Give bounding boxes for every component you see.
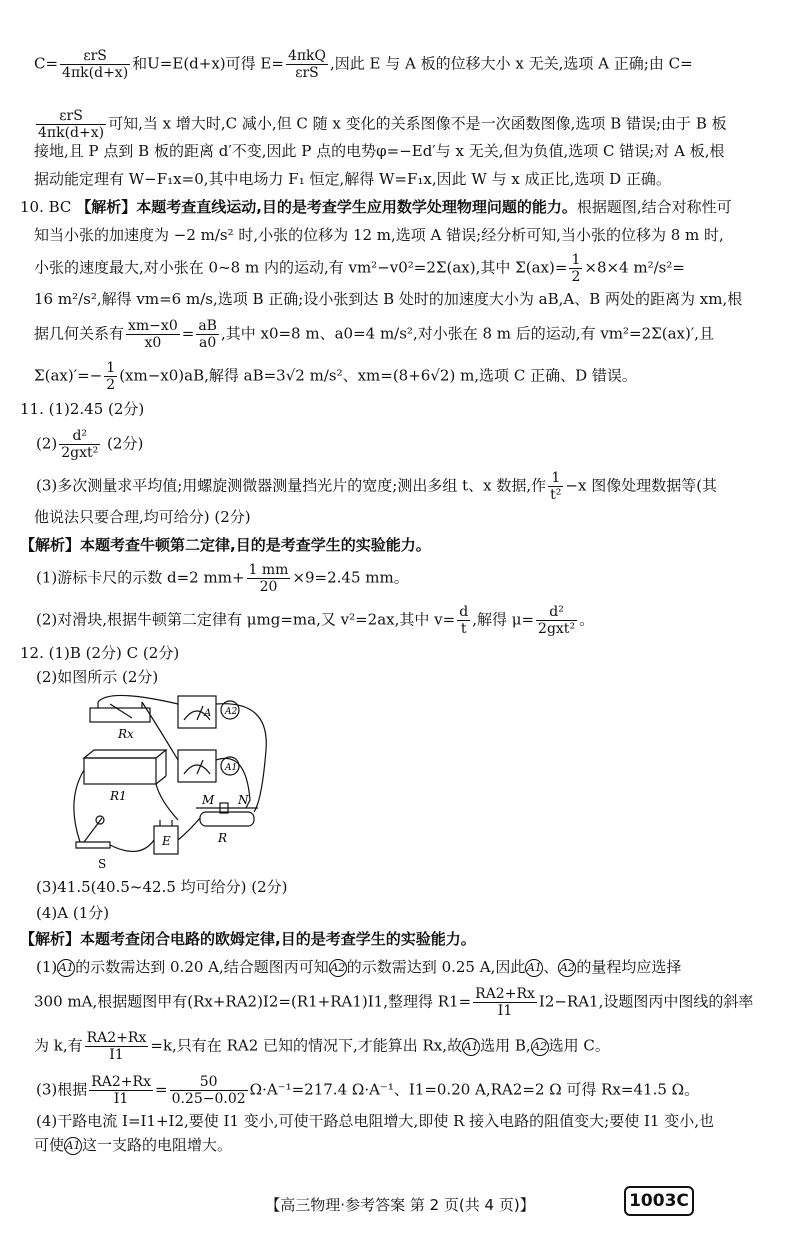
text-line: (3)41.5(40.5~42.5 均可给分) (2分) xyxy=(36,878,288,896)
label-rx: Rx xyxy=(118,727,134,741)
meter-a2-symbol: A2 xyxy=(329,959,347,977)
meter-a2-symbol: A2 xyxy=(531,1038,549,1056)
text-line: 300 mA,根据题图甲有(Rx+RA2)I2=(R1+RA1)I1,整理得 R1= $\frac{RA2+Rx}{I1}$ I2−RA1,设题图丙中图线的斜率 xyxy=(34,986,754,1019)
paper-code-badge: 1003C xyxy=(624,1186,694,1216)
analysis-heading: 【解析】本题考查牛顿第二定律,目的是考查学生的实验能力。 xyxy=(20,536,431,554)
text-line: (4)A (1分) xyxy=(36,904,110,922)
meter-a2-symbol: A2 xyxy=(558,959,576,977)
analysis-heading: 【解析】本题考查闭合电路的欧姆定律,目的是考查学生的实验能力。 xyxy=(20,930,476,948)
text-line: (1) A1 的示数需达到 0.20 A,结合题图丙可知 A2 的示数需达到 0.25 A,因此 A1 、 A2 的量程均应选择 xyxy=(36,958,682,976)
label-r: R xyxy=(218,831,228,845)
text-line: 他说法只要合理,均可给分) (2分) xyxy=(34,508,251,526)
switch-s xyxy=(76,842,110,848)
rheostat-r xyxy=(200,812,254,826)
question-11-header: 11. (1)2.45 (2分) xyxy=(20,400,145,418)
resistance-box-r1 xyxy=(84,758,156,784)
text-line: (2)对滑块,根据牛顿第二定律有 μmg=ma,又 v²=2ax,其中 v= $\frac{d}{t}$ ,解得 μ= $\frac{\text{d²}}{\text{2gxt²}}$ 。 xyxy=(36,604,595,637)
text-line: (4)干路电流 I=I1+I2,要使 I1 变小,可使干路总电阻增大,即使 R 接入电路的阻值变大;要使 I1 变小,也 xyxy=(36,1112,714,1130)
text-line: $\frac{\text{εrS}}{4\pi k(d+x)}$ 可知,当 x 增大时,C 减小,但 C 随 x 变化的关系图像不是一次函数图像,选项 B 错误;由于 B 板 xyxy=(38,108,727,141)
circuit-diagram xyxy=(70,690,280,872)
meter-a1-symbol: A1 xyxy=(57,959,75,977)
text-line: (2)如图所示 (2分) xyxy=(36,668,159,686)
label-a2: A2 xyxy=(225,707,238,717)
text-line: 知当小张的加速度为 −2 m/s² 时,小张的位移为 12 m,选项 A 错误;经分析可知,当小张的位移为 8 m 时, xyxy=(34,226,724,244)
label-n: N xyxy=(238,793,249,807)
question-10-header: 10. BC 【解析】本题考查直线运动,目的是考查学生应用数学处理物理问题的能力。根据题图,结合对称性可 xyxy=(20,198,732,216)
label-m: M xyxy=(202,793,215,807)
text-line: 据动能定理有 W−F₁x=0,其中电场力 F₁ 恒定,解得 W=F₁x,因此 W 与 x 成正比,选项 D 正确。 xyxy=(34,170,671,188)
ammeter-a1 xyxy=(178,750,216,782)
label-a: A xyxy=(204,708,212,719)
text-line: (1)游标卡尺的示数 d=2 mm+ $\frac{1 mm}{20}$ ×9=2.45 mm。 xyxy=(36,562,409,595)
meter-a1-symbol: A1 xyxy=(462,1038,480,1056)
footer-text: 【高三物理·参考答案 第 2 页(共 4 页)】 xyxy=(265,1196,535,1214)
meter-a1-symbol: A1 xyxy=(525,959,543,977)
label-s: S xyxy=(98,857,107,871)
question-12-header: 12. (1)B (2分) C (2分) xyxy=(20,644,180,662)
text-line: 小张的速度最大,对小张在 0~8 m 内的运动,有 vm²−v0²=2Σ(ax),其中 Σ(ax)= $\frac{1}{2}$ ×8×4 m²/s²= xyxy=(34,252,685,285)
text-line: 16 m²/s²,解得 vm=6 m/s,选项 B 正确;设小张到达 B 处时的加速度大小为 aB,A、B 两处的距离为 xm,根 xyxy=(34,290,743,308)
meter-a1-symbol: A1 xyxy=(64,1137,82,1155)
label-e: E xyxy=(162,834,171,848)
text-line: 接地,且 P 点到 B 板的距离 d′不变,因此 P 点的电势φ=−Ed′与 x 无关,但为负值,选项 C 错误;对 A 板,根 xyxy=(34,142,725,160)
text-line: 为 k,有 $\frac{RA2+Rx}{I1}$ =k,只有在 RA2 已知的情况下,才能算出 Rx,故 A1 选用 B, A2 选用 C。 xyxy=(34,1030,610,1063)
label-a1: A1 xyxy=(225,763,238,773)
text-line: C= $\frac{\text{εrS}}{4\pi k(d+x)}$ 和U=E(d+x)可得 E= $\frac{\text{4πkQ}}{\text{εrS}}$ ,因此 E 与 A 板的位移大小 x 无关,选项 A 正确;由 C= xyxy=(34,48,693,81)
text-line: (3)根据 $\frac{RA2+Rx}{I1}$ = $\frac{50}{0.25-0.02}$ Ω·A⁻¹=217.4 Ω·A⁻¹、I1=0.20 A,RA2=2 Ω 可得 Rx=41.5 Ω。 xyxy=(36,1074,700,1107)
text-line: Σ(ax)′=− $\frac{1}{2}$ (xm−x0)aB,解得 aB=3√2 m/s²、xm=(8+6√2) m,选项 C 正确、D 错误。 xyxy=(34,360,637,393)
text-line: 可使 A1 这一支路的电阻增大。 xyxy=(34,1136,233,1154)
label-r1: R1 xyxy=(110,789,127,803)
text-line: (3)多次测量求平均值;用螺旋测微器测量挡光片的宽度;测出多组 t、x 数据,作 $\frac{1}{\text{t²}}$ −x 图像处理数据等(其 xyxy=(36,470,718,503)
text-line: 据几何关系有 $\frac{xm-x0}{x0}$ = $\frac{aB}{a0}$ ,其中 x0=8 m、a0=4 m/s²,对小张在 8 m 后的运动,有 vm²=2Σ(ax)′,且 xyxy=(34,318,715,351)
text-line: (2) $\frac{\text{d²}}{\text{2gxt²}}$ (2分) xyxy=(36,428,144,461)
